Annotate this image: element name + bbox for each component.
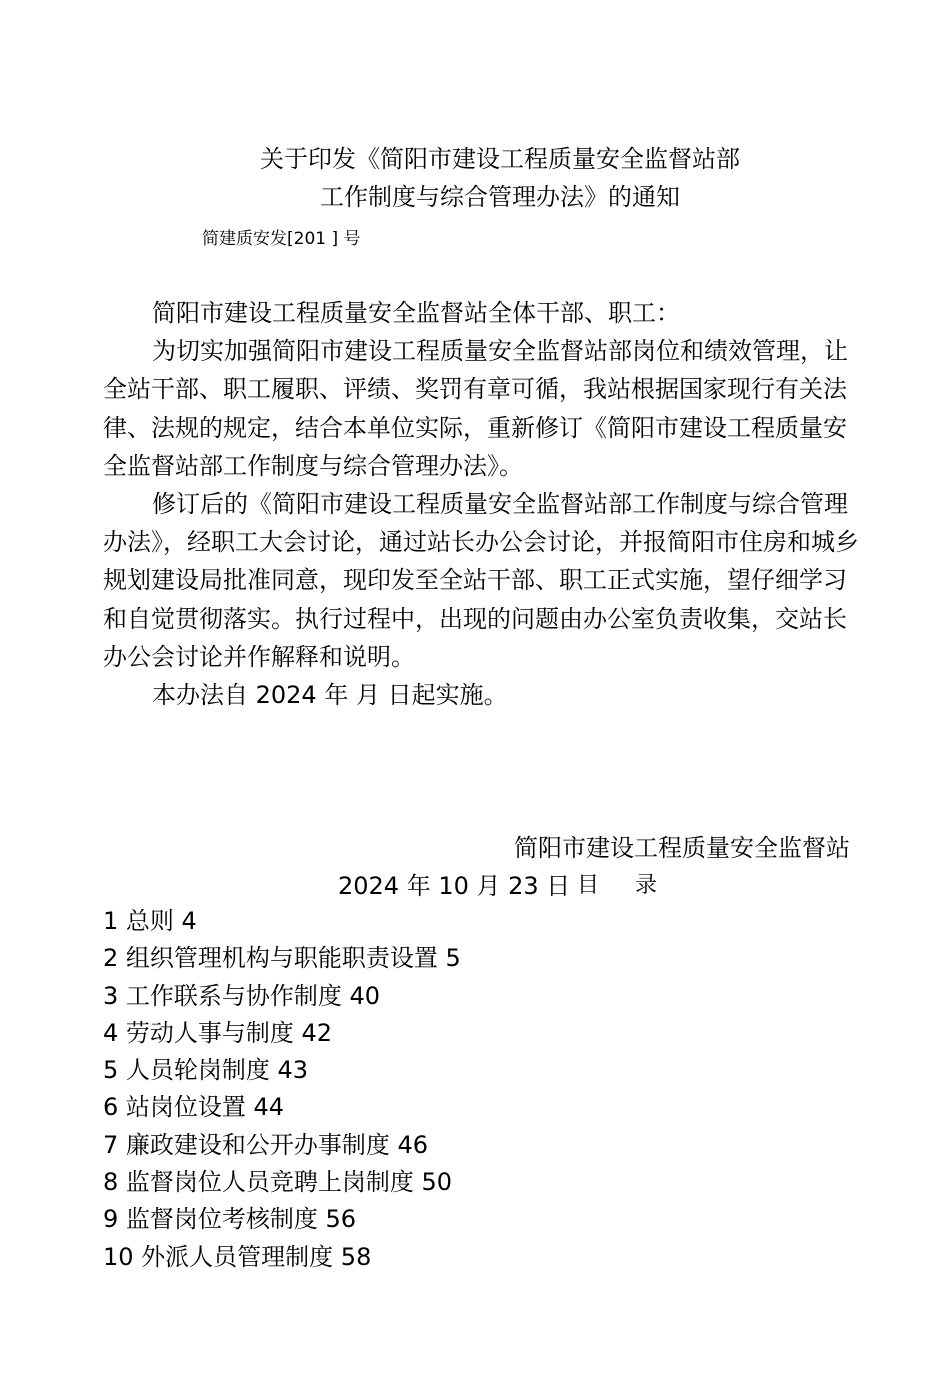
table-of-contents <box>103 903 461 1276</box>
body-paragraph: 为切实加强简阳市建设工程质量安全监督站部岗位和绩效管理，让全站干部、职工履职、评绩、奖罚有章可循，我站根据国家现行有关法律、法规的规定，结合本单位实际，重新修订《简阳市建设工程质量安全监督站部工作制度与综合管理办法》。 <box>103 337 848 480</box>
toc-item: 1 总则 4 <box>103 907 197 935</box>
body-paragraph: 本办法自 2024 年 月 日起实施。 <box>152 681 508 710</box>
document-number: 简建质安发[201 ] 号 <box>202 229 361 249</box>
document-body <box>103 294 863 714</box>
body-paragraph: 修订后的《简阳市建设工程质量安全监督站部工作制度与综合管理办法》，经职工大会讨论，通过站长办公会讨论，并报简阳市住房和城乡规划建设局批准同意，现印发至全站干部、职工正式实施，望仔细学习和自觉贯彻落实。执行过程中，出现的问题由办公室负责收集，交站长办公会讨论并作解释和说明。 <box>103 490 859 671</box>
toc-item: 2 组织管理机构与职能职责设置 5 <box>103 944 461 973</box>
toc-item: 4 劳动人事与制度 42 <box>103 1018 333 1047</box>
document-title-line-1: 关于印发《简阳市建设工程质量安全监督站部 <box>260 145 740 173</box>
toc-item: 10 外派人员管理制度 58 <box>103 1242 372 1271</box>
signature-organization: 简阳市建设工程质量安全监督站 <box>514 834 850 862</box>
toc-heading <box>577 868 657 904</box>
toc-heading-char: 目 <box>577 873 600 898</box>
document-title-line-2: 工作制度与综合管理办法》的通知 <box>320 183 680 211</box>
signature-date: 2024 年 10 月 23 日 <box>338 872 571 900</box>
toc-item: 5 人员轮岗制度 43 <box>103 1056 309 1085</box>
toc-heading-char: 录 <box>635 873 658 898</box>
toc-item: 6 站岗位设置 44 <box>103 1093 285 1122</box>
toc-item: 7 廉政建设和公开办事制度 46 <box>103 1130 429 1159</box>
toc-item: 3 工作联系与协作制度 40 <box>103 981 381 1010</box>
toc-item: 8 监督岗位人员竞聘上岗制度 50 <box>103 1168 453 1197</box>
toc-item: 9 监督岗位考核制度 56 <box>103 1205 357 1234</box>
salutation: 简阳市建设工程质量安全监督站全体干部、职工： <box>152 299 680 327</box>
